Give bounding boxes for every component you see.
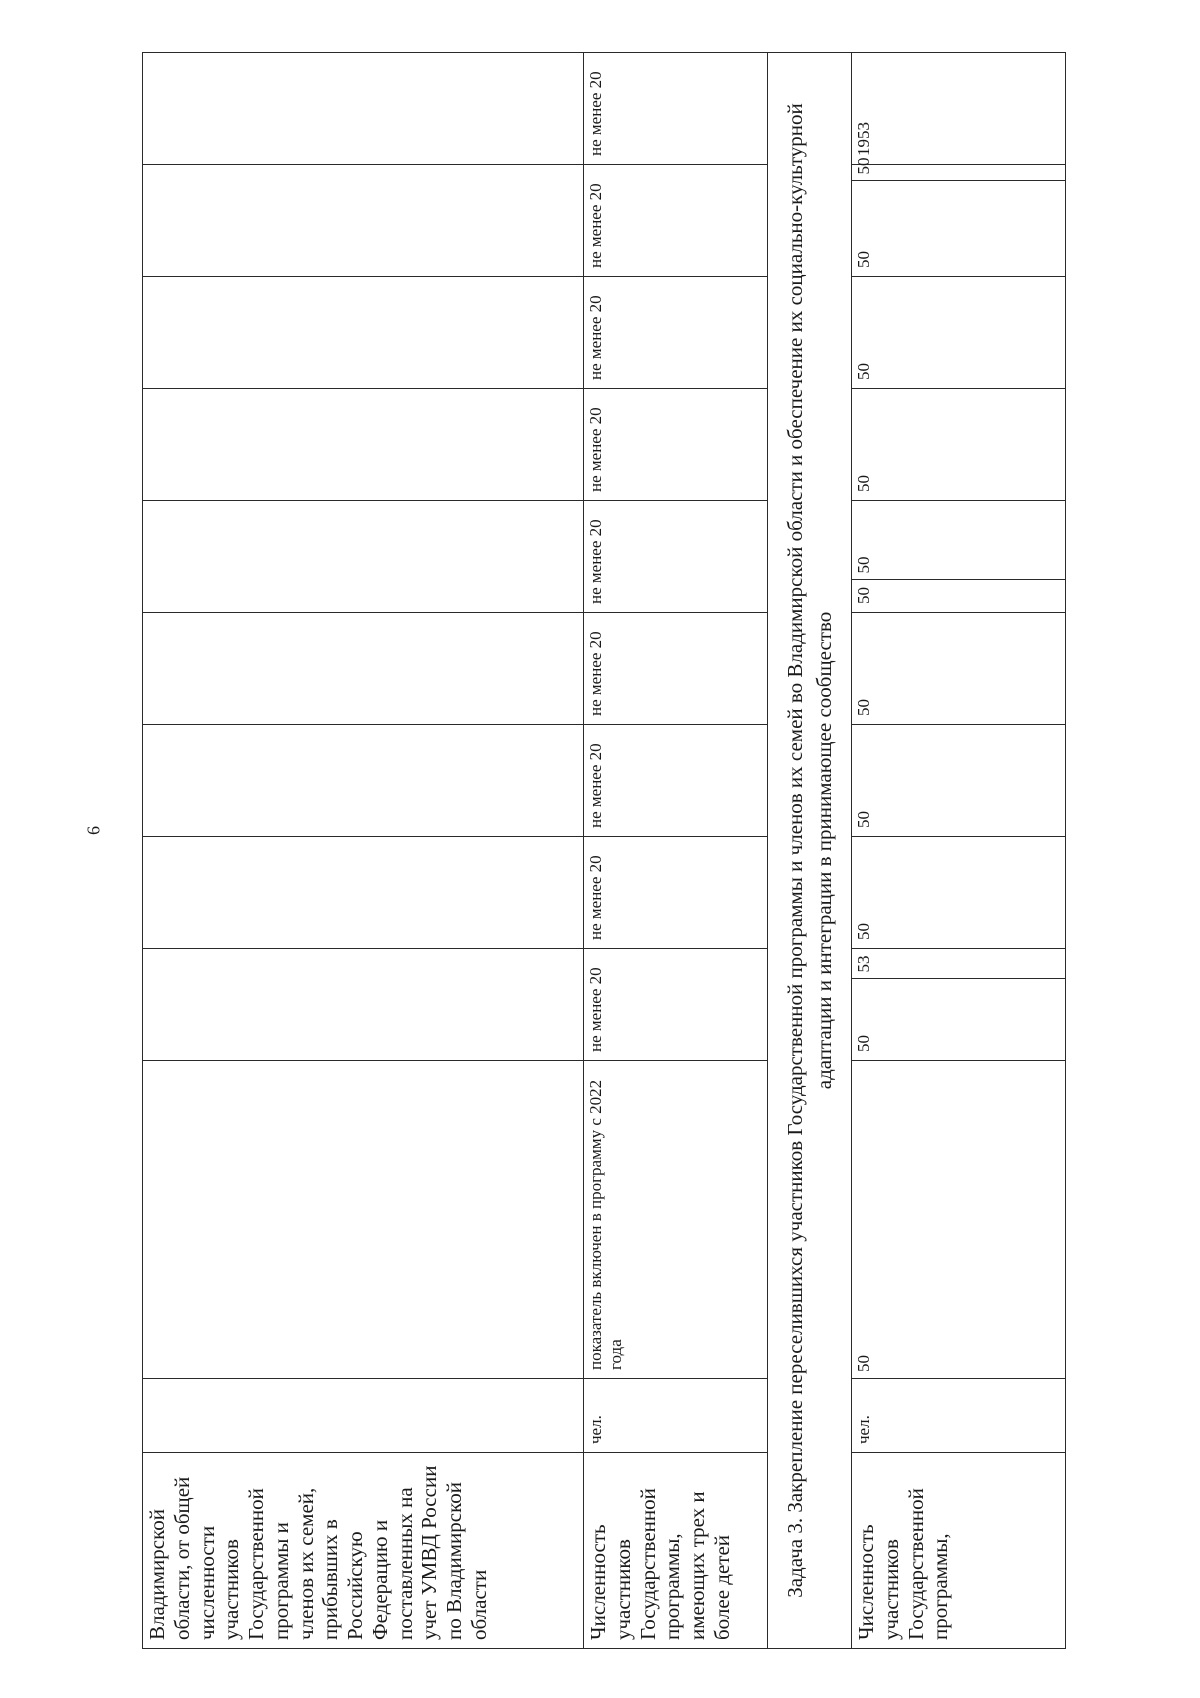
page-number: 6 bbox=[83, 826, 104, 835]
value-cell: не менее 20 bbox=[584, 501, 768, 613]
value-cell: не менее 20 bbox=[584, 725, 768, 837]
unit-cell: чел. bbox=[584, 1379, 768, 1453]
table-row bbox=[768, 53, 852, 1649]
value-cell: не менее 20 bbox=[584, 949, 768, 1061]
indicator-name: Численность участников Государственной программы, bbox=[852, 1453, 1066, 1649]
note-cell: показатель включен в программу с 2022 года bbox=[584, 1061, 768, 1379]
value-cell bbox=[143, 949, 584, 1061]
unit-cell bbox=[143, 1379, 584, 1453]
indicator-name: Численность участников Государственной программы, имеющих трех и более детей bbox=[584, 1453, 768, 1649]
note-cell bbox=[143, 1061, 584, 1379]
value-cell bbox=[143, 389, 584, 501]
indicator-name: Владимирской области, от общей численности участников Государственной программы и членов их семей, прибывших в Российскую Федерацию и поставленных на учет УМВД России по Владимирской области bbox=[143, 1453, 584, 1649]
value-cell: 50 bbox=[852, 837, 1066, 949]
value-cell: 50 bbox=[852, 725, 1066, 837]
value-cell: 50 bbox=[852, 181, 1065, 580]
value-cell bbox=[143, 165, 584, 277]
value-cell: не менее 20 bbox=[584, 277, 768, 389]
table-row bbox=[584, 53, 768, 1649]
value-cell: не менее 20 bbox=[584, 837, 768, 949]
value-cell bbox=[143, 501, 584, 613]
value-cell: 53 bbox=[852, 580, 1065, 979]
value-cell: 50 bbox=[852, 165, 1066, 277]
value-cell: 50 bbox=[852, 277, 1066, 389]
value-cell: 50 bbox=[852, 613, 1066, 725]
table-row bbox=[852, 53, 1066, 1649]
value-cell: 50 bbox=[852, 389, 1066, 501]
indicators-table bbox=[142, 52, 1066, 1649]
early-years-cell bbox=[852, 157, 1066, 1379]
value-cell: не менее 20 bbox=[584, 389, 768, 501]
rotated-table-wrapper bbox=[142, 53, 1065, 1649]
value-cell bbox=[143, 837, 584, 949]
table-row bbox=[143, 53, 584, 1649]
value-cell bbox=[143, 53, 584, 165]
value-cell: 50 bbox=[852, 501, 1066, 613]
value-cell bbox=[143, 613, 584, 725]
value-cell: 50 bbox=[854, 157, 873, 175]
task-header: Задача 3. Закрепление переселившихся участников Государственной программы и членов их семей во Владимирской области и обеспечение их социально-культурной адаптации и интеграции в принимающее сообщество bbox=[768, 53, 852, 1649]
value-cell bbox=[143, 725, 584, 837]
value-cell bbox=[143, 277, 584, 389]
unit-cell: чел. bbox=[852, 1379, 1066, 1453]
value-cell: не менее 20 bbox=[584, 613, 768, 725]
value-cell: не менее 20 bbox=[584, 53, 768, 165]
value-cell: 50 bbox=[852, 979, 1065, 1378]
value-cell: не менее 20 bbox=[584, 165, 768, 277]
value-cell: 1953 bbox=[852, 53, 1066, 165]
value-cell: 50 bbox=[852, 949, 1066, 1061]
